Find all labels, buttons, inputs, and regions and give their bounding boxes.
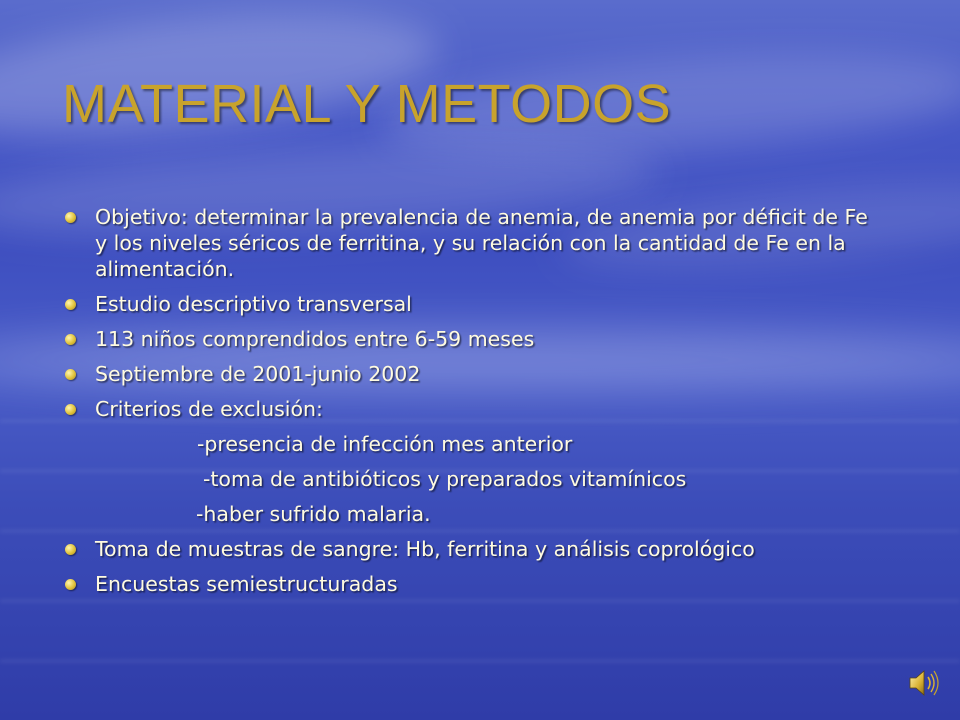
speaker-icon[interactable] — [905, 665, 941, 701]
exclusion-criterion: -toma de antibióticos y preparados vitamínicos — [203, 467, 687, 491]
bullet-text: Objetivo: determinar la prevalencia de anemia, de anemia por déficit de Fe y los niveles séricos de ferritina, y su relación con la cantidad de Fe en la alimentación. — [95, 205, 868, 281]
bullet-icon — [65, 212, 76, 223]
bullet-icon — [65, 579, 76, 590]
bullet-icon — [65, 544, 76, 555]
bullet-text: Septiembre de 2001-junio 2002 — [95, 362, 421, 386]
bullet-icon — [65, 404, 76, 415]
bullet-text: 113 niños comprendidos entre 6-59 meses — [95, 327, 535, 351]
bullet-item-exclusion — [60, 396, 880, 422]
bullet-text: Estudio descriptivo transversal — [95, 292, 412, 316]
exclusion-criterion: -presencia de infección mes anterior — [197, 432, 573, 456]
bullet-item-study-type — [60, 291, 880, 317]
bullet-item-objective — [60, 204, 880, 282]
bullet-item-samples — [60, 536, 880, 562]
bullet-icon — [65, 334, 76, 345]
bullet-icon — [65, 369, 76, 380]
bullet-item-sample — [60, 326, 880, 352]
bullet-text: Encuestas semiestructuradas — [95, 572, 398, 596]
bullet-icon — [65, 299, 76, 310]
slide-body — [60, 204, 880, 606]
bullet-text: Criterios de exclusión: — [95, 397, 323, 421]
bullet-item-period — [60, 361, 880, 387]
bullet-item-surveys — [60, 571, 880, 597]
slide-title: MATERIAL Y METODOS — [62, 74, 672, 134]
bullet-text: Toma de muestras de sangre: Hb, ferritina y análisis coprológico — [95, 537, 755, 561]
background-ripple — [0, 660, 960, 662]
exclusion-criterion: -haber sufrido malaria. — [196, 502, 431, 526]
